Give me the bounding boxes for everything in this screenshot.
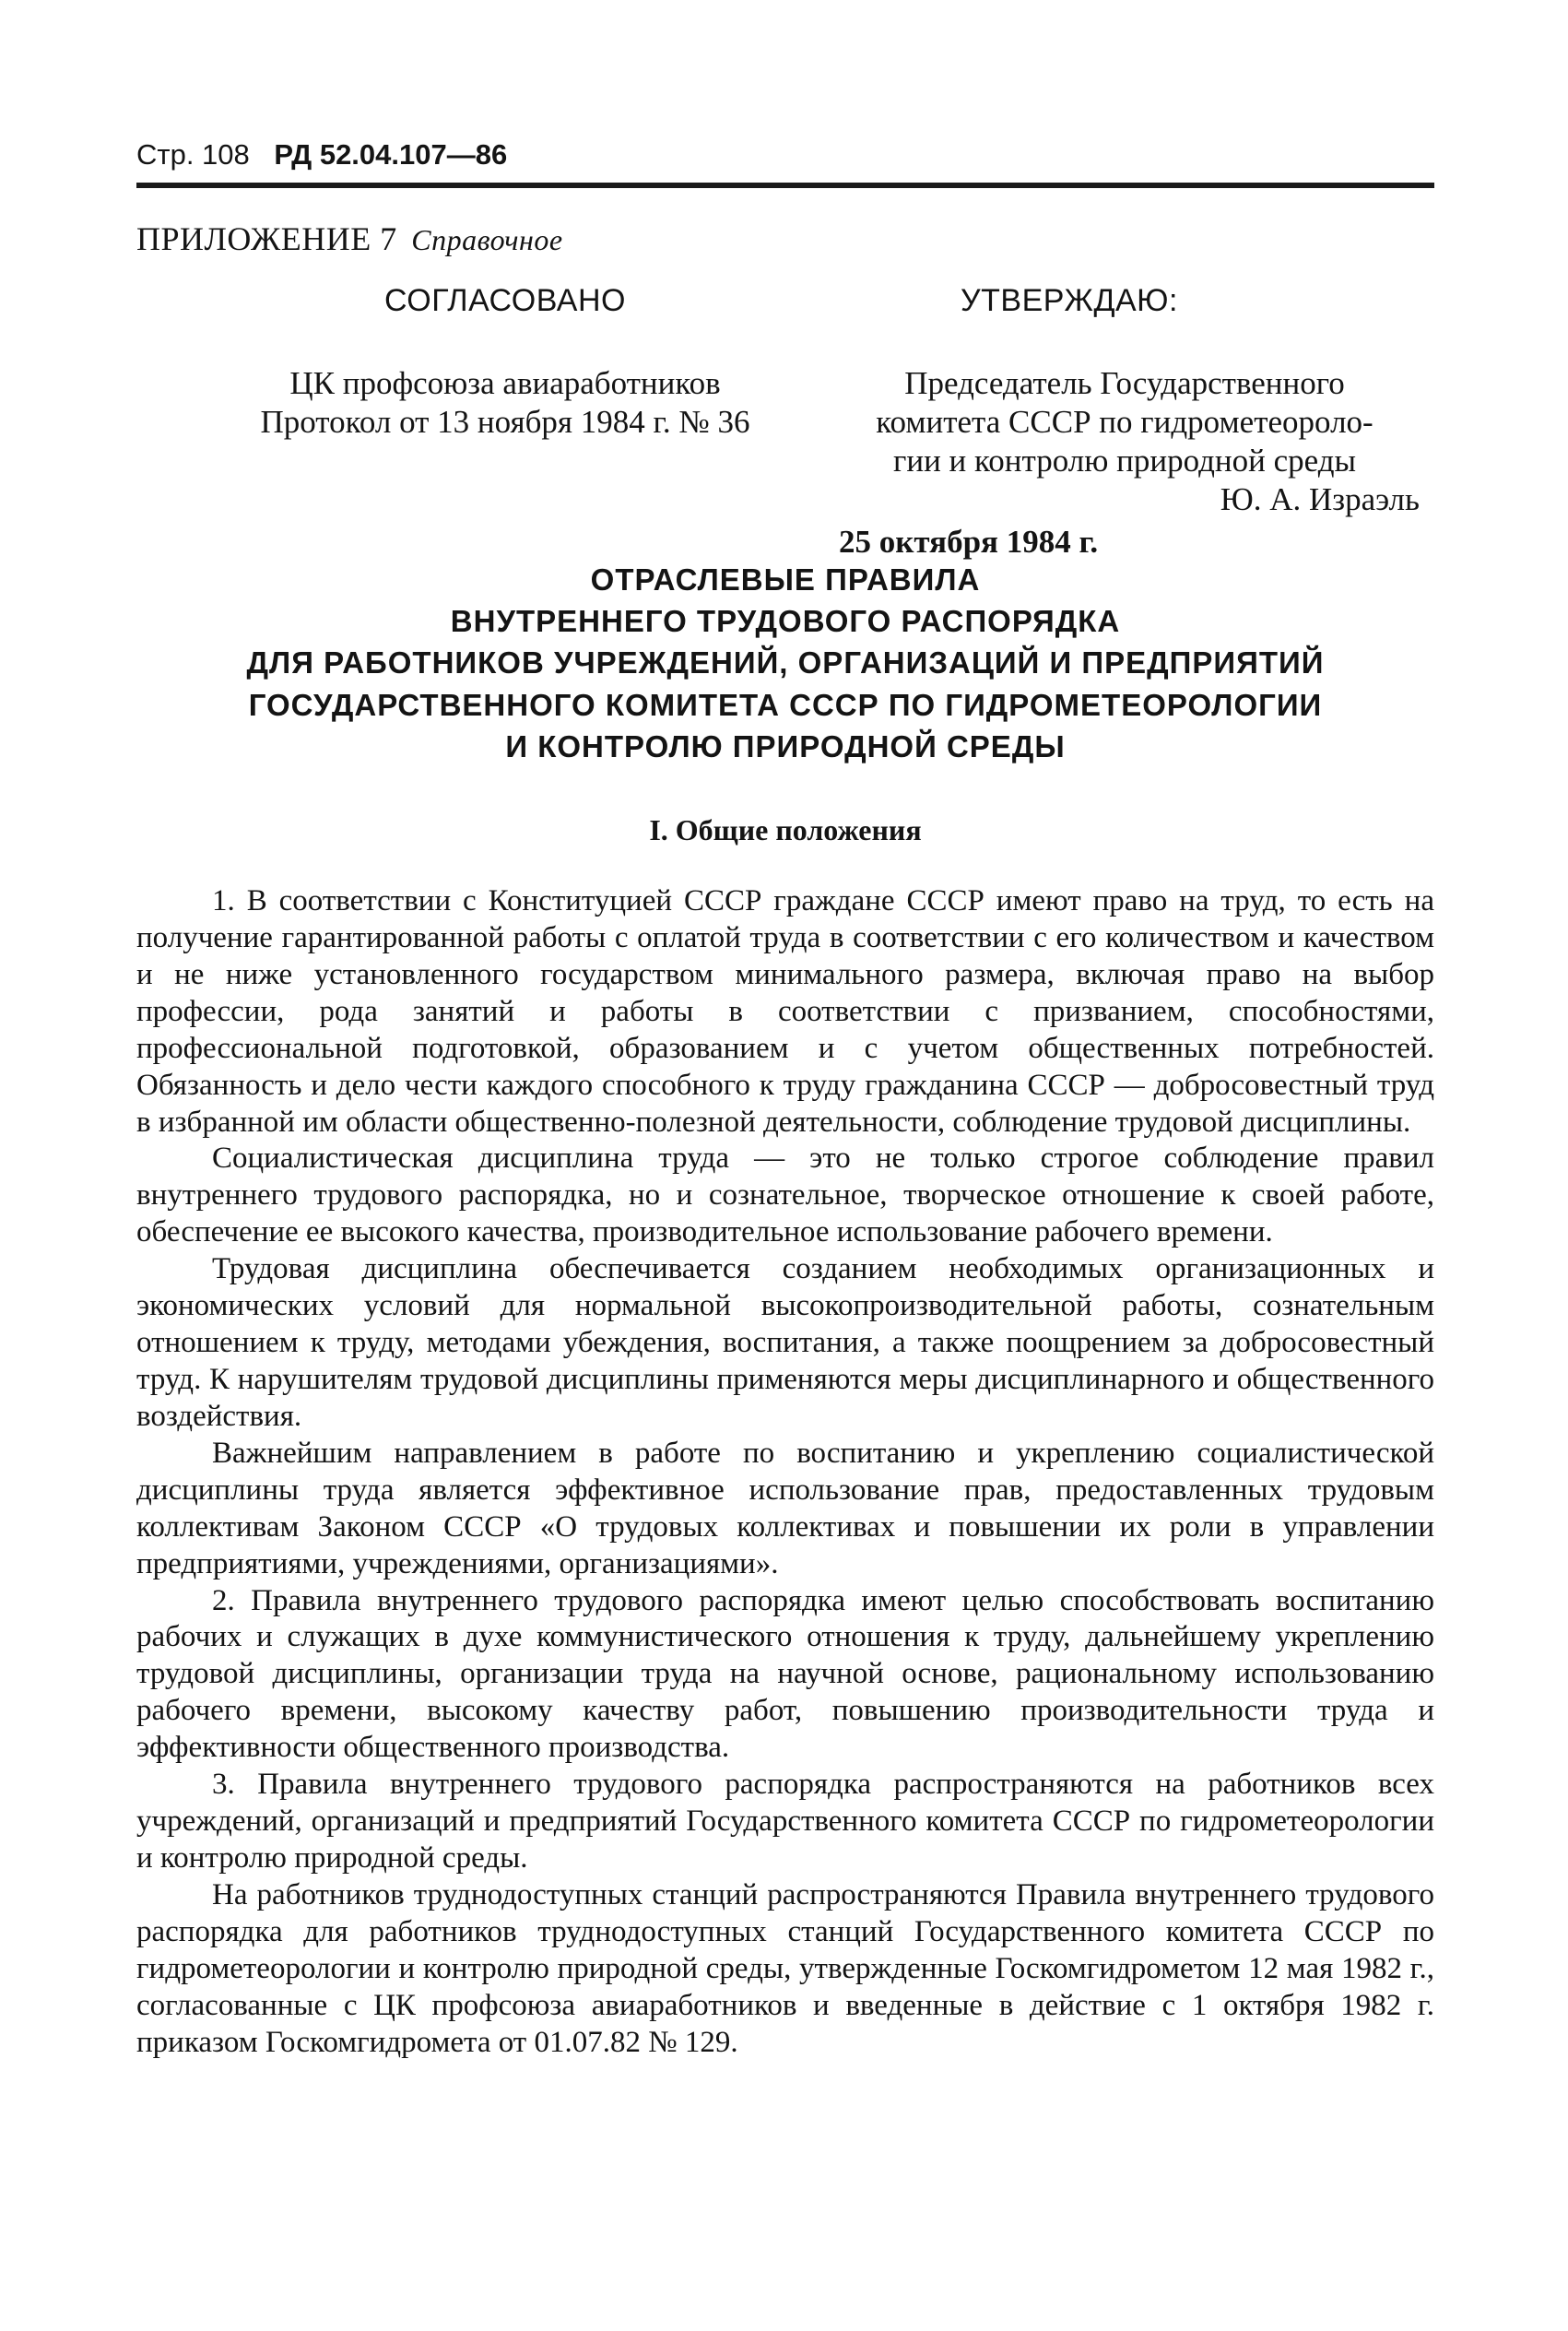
approved-line-3: гии и контролю природной среды bbox=[892, 442, 1357, 479]
document-code: РД 52.04.107—86 bbox=[274, 138, 508, 171]
appendix-number: ПРИЛОЖЕНИЕ 7 bbox=[136, 220, 397, 257]
appendix-label bbox=[136, 219, 563, 258]
paragraph: 2. Правила внутреннего трудового распорядка имеют целью способствовать воспитанию рабочих и служащих в духе коммунистического отношения к труду, дальнейшему укреплению трудовой дисциплины, организации труда на научной основе, рациональному использованию рабочего времени, высокому качеству работ, повышению производительности труда и эффективности общественного производства. bbox=[136, 1583, 1434, 1765]
agreed-heading: СОГЛАСОВАНО bbox=[384, 283, 626, 318]
appendix-type: Справочное bbox=[411, 223, 563, 256]
approved-date: 25 октября 1984 г. bbox=[839, 523, 1099, 560]
agreed-block bbox=[229, 282, 782, 442]
document-title bbox=[136, 559, 1434, 767]
paragraph: Важнейшим направлением в работе по воспитанию и укреплению социалистической дисциплины труда является эффективное использование прав, предоставленных трудовым коллективам Законом СССР «О трудовых коллективах и повышении их роли в управлении предприятиями, учреждениями, организациями». bbox=[136, 1436, 1434, 1580]
agreed-line-2: Протокол от 13 ноября 1984 г. № 36 bbox=[260, 403, 750, 440]
section-heading: I. Общие положения bbox=[649, 813, 922, 846]
paragraph: На работников труднодоступных станций распространяются Правила внутреннего трудового распорядка для работников труднодоступных станций Государственного комитета СССР по гидрометеорологии и контролю природной среды, утвержденные Госкомгидрометом 12 мая 1982 г., согласованные с ЦК профсоюза авиаработников и введенные в действие с 1 октября 1982 г. приказом Госкомгидромета от 01.07.82 № 129. bbox=[136, 1877, 1434, 2059]
approved-signer: Ю. А. Израэль bbox=[1220, 480, 1420, 517]
paragraph: Социалистическая дисциплина труда — это не только строгое соблюдение правил внутреннего трудового распорядка, но и сознательное, творческое отношение к своей работе, обеспечение ее высокого качества, производительное использование рабочего времени. bbox=[136, 1142, 1434, 1249]
body-text bbox=[136, 883, 1434, 2062]
page-number: Стр. 108 bbox=[136, 138, 250, 171]
approved-block bbox=[830, 282, 1438, 562]
title-line-5: И КОНТРОЛЮ ПРИРОДНОЙ СРЕДЫ bbox=[505, 728, 1066, 763]
agreed-line-1: ЦК профсоюза авиаработников bbox=[289, 364, 721, 401]
title-line-3: ДЛЯ РАБОТНИКОВ УЧРЕЖДЕНИЙ, ОРГАНИЗАЦИЙ И ПРЕДПРИЯТИЙ bbox=[246, 645, 1325, 680]
title-line-4: ГОСУДАРСТВЕННОГО КОМИТЕТА СССР ПО ГИДРОМЕТЕОРОЛОГИИ bbox=[248, 687, 1323, 722]
paragraph: 3. Правила внутреннего трудового распорядка распространяются на работников всех учреждений, организаций и предприятий Государственного комитета СССР по гидрометеорологии и контролю природной среды. bbox=[136, 1768, 1434, 1875]
approved-heading: УТВЕРЖДАЮ: bbox=[961, 283, 1178, 318]
approved-line-2: комитета СССР по гидрометеороло- bbox=[876, 403, 1373, 440]
title-line-2: ВНУТРЕННЕГО ТРУДОВОГО РАСПОРЯДКА bbox=[450, 604, 1121, 639]
title-line-1: ОТРАСЛЕВЫЕ ПРАВИЛА bbox=[590, 562, 981, 597]
approved-line-1: Председатель Государственного bbox=[904, 364, 1345, 401]
header-rule bbox=[136, 183, 1434, 188]
running-header bbox=[136, 138, 507, 172]
paragraph: Трудовая дисциплина обеспечивается созданием необходимых организационных и экономических условий для нормальной высокопроизводительной работы, сознательным отношением к труду, методами убеждения, воспитания, а также поощрением за добросовестный труд. К нарушителям трудовой дисциплины применяются меры дисциплинарного и общественного воздействия. bbox=[136, 1252, 1434, 1433]
paragraph: 1. В соответствии с Конституцией СССР граждане СССР имеют право на труд, то есть на получение гарантированной работы с оплатой труда в соответствии с его количеством и качеством и не ниже установленного государством минимального размера, включая право на выбор профессии, рода занятий и работы в соответствии с призванием, способностями, профессиональной подготовкой, образованием и с учетом общественных потребностей. Обязанность и дело чести каждого способного к труду гражданина СССР — добросовестный труд в избранной им области общественно-полезной деятельности, соблюдение трудовой дисциплины. bbox=[136, 884, 1434, 1139]
